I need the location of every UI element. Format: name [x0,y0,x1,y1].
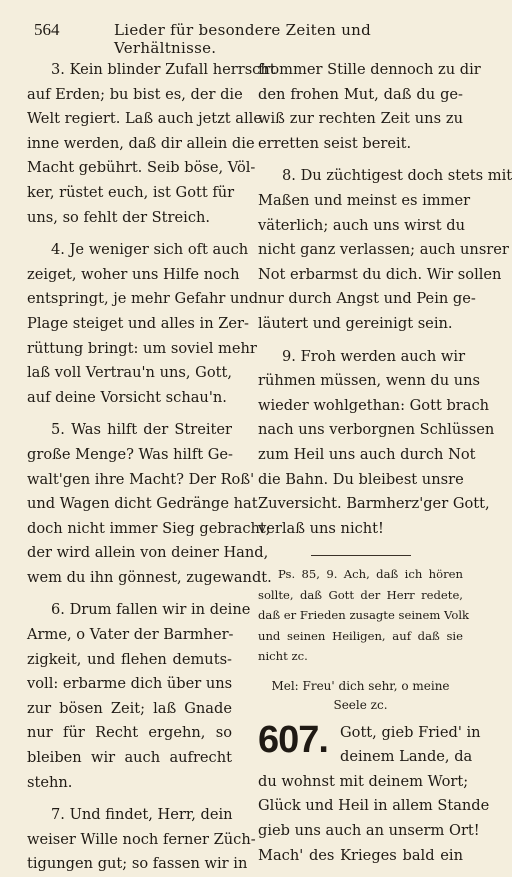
left-column [27,58,276,877]
text-line: du wohnst mit deinem Wort; [258,772,469,790]
stanza-7 [27,803,256,877]
note-line: Ps. 85, 9. Ach, daß ich hören [278,567,463,582]
text-line: Mach' des Krieges bald ein [258,846,463,864]
text-line: deinem Lande, da [340,748,473,766]
stanza-6 [27,598,251,795]
text-line: die Bahn. Du bleibest unsre [258,470,464,488]
note-line: sollte, daß Gott der Herr redete, [258,587,463,602]
melody-line: Seele zc. [333,697,388,712]
text-line: 5. Was hilft der Streiter [51,421,232,439]
text-line: rüttung bringt: um soviel mehr [27,339,257,357]
text-line: auf deine Vorsicht schau'n. [27,388,227,406]
text-line: und Wagen dicht Gedränge hat [27,495,258,513]
text-line: entspringt, je mehr Gefahr und [27,290,259,308]
melody-line: Mel: Freu' dich sehr, o meine [271,678,450,693]
text-line: 3. Kein blinder Zufall herrscht [51,61,276,78]
text-line: Gott, gieb Fried' in [340,723,481,741]
text-line: Welt regiert. Laß auch jetzt alle [27,110,262,128]
text-line: inne werden, daß dir allein die [27,134,255,152]
page-number: 564 [34,20,60,39]
text-line: uns, so fehlt der Streich. [27,208,211,226]
text-line: rühmen müssen, wenn du uns [258,372,481,390]
text-line: nicht ganz verlassen; auch unsrer [258,241,509,259]
text-line: 8. Du züchtigest doch stets mit [282,167,512,185]
note-line: nicht zc. [258,649,308,664]
text-line: weiser Wille noch ferner Züch- [27,830,256,848]
text-line: läutert und gereinigt sein. [258,314,453,332]
text-line: nach uns verborgnen Schlüssen [258,421,495,439]
text-line: Maßen und meinst es immer [258,191,471,209]
right-column [258,58,512,868]
text-line: wieder wohlgethan: Gott brach [258,396,490,414]
stanza-4 [27,238,259,410]
text-line: 4. Je weniger sich oft auch [51,241,249,259]
hymn-heading [258,718,481,770]
text-line: doch nicht immer Sieg gebracht; [27,519,271,537]
text-line: zur bösen Zeit; laß Gnade [27,699,232,717]
text-line: wiß zur rechten Zeit uns zu [258,110,463,128]
text-line: Not erbarmst du dich. Wir sollen [258,265,502,283]
text-line: nur für Recht ergehn, so [27,724,232,742]
text-line: stehn. [27,773,73,791]
text-line: 6. Drum fallen wir in deine [51,601,251,619]
text-line: walt'gen ihre Macht? Der Roß' [27,470,255,488]
text-line: Glück und Heil in allem Stande [258,797,490,815]
text-line: der wird allein von deiner Hand, [27,544,269,562]
page-header [34,20,454,57]
text-line: zum Heil uns auch durch Not [258,445,476,463]
text-line: tigungen gut; so fassen wir in [27,855,248,873]
text-line: Macht gebührt. Seib böse, Völ- [27,159,256,177]
text-line: zeiget, woher uns Hilfe noch [27,265,240,283]
text-line: ker, rüstet euch, ist Gott für [27,183,235,201]
text-line: erretten seist bereit. [258,134,412,152]
stanza-3 [27,58,276,230]
scripture-note [258,564,470,667]
note-line: und seinen Heiligen, auf daß sie [258,628,463,643]
text-line: auf Erden; bu bist es, der die [27,85,243,103]
text-line: voll: erbarme dich über uns [27,675,233,693]
stanza-8 [258,164,512,336]
text-line: verlaß uns nicht! [258,519,384,537]
text-line: den frohen Mut, daß du ge- [258,85,463,103]
text-line: bleiben wir auch aufrecht [27,749,232,767]
text-line: 7. Und findet, Herr, dein [51,806,233,824]
text-line: wem du ihn gönnest, zugewandt. [27,568,272,586]
text-line: Zuversicht. Barmherz'ger Gott, [258,495,490,513]
running-title: Lieder für besondere Zeiten und Verhältnisse. [114,21,372,57]
note-line: daß er Frieden zusagte seinem Volk [258,608,470,623]
text-line: laß voll Vertrau'n uns, Gott, [27,364,232,382]
text-line: nur durch Angst und Pein ge- [258,290,476,308]
hymn-number: 607. [258,718,328,761]
stanza-7-continued [258,58,481,156]
melody-reference [258,677,463,715]
hymn-607-text [258,770,490,868]
text-line: zigkeit, und flehen demuts- [27,650,232,668]
stanza-5 [27,418,272,590]
text-line: frommer Stille dennoch zu dir [258,61,481,78]
text-line: Arme, o Vater der Barmher- [27,626,234,644]
text-line: große Menge? Was hilft Ge- [27,445,233,463]
text-line: Plage steiget und alles in Zer- [27,314,249,332]
stanza-9 [258,345,495,542]
text-line: väterlich; auch uns wirst du [258,216,465,234]
text-line: gieb uns auch an unserm Ort! [258,821,480,839]
divider [311,555,411,556]
text-line: 9. Froh werden auch wir [282,347,466,365]
